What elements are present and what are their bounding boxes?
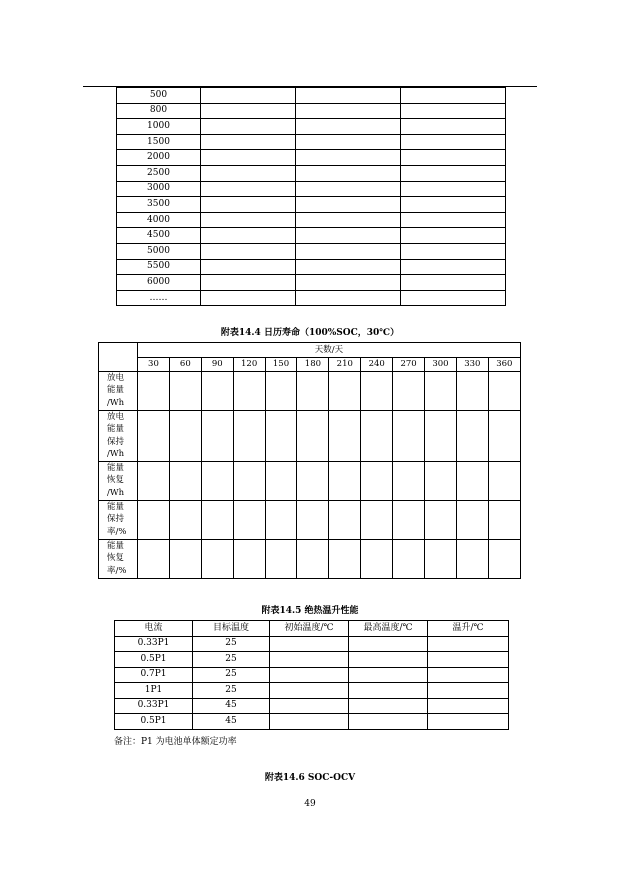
current-cell: 0.5P1 — [115, 652, 193, 668]
empty-cell — [296, 290, 401, 306]
cycle-count-cell: 4000 — [117, 212, 201, 228]
table-row — [115, 714, 509, 730]
column-header: 初始温度/℃ — [270, 621, 349, 637]
empty-cell — [393, 411, 425, 462]
cycle-count-cell: …… — [117, 290, 201, 306]
cycle-row — [117, 212, 506, 228]
empty-cell — [401, 165, 506, 181]
empty-cell — [297, 411, 329, 462]
cycle-row — [117, 259, 506, 275]
cycle-row — [117, 290, 506, 306]
current-cell: 0.5P1 — [115, 714, 193, 730]
empty-cell — [401, 103, 506, 119]
current-cell: 0.33P1 — [115, 698, 193, 714]
empty-cell — [233, 372, 265, 411]
empty-cell — [401, 197, 506, 213]
table-14-5-caption: 附表14.5 绝热温升性能 — [261, 606, 359, 616]
day-header-cell: 240 — [361, 358, 393, 372]
cycle-count-cell: 1500 — [117, 134, 201, 150]
empty-cell — [393, 501, 425, 540]
table-row — [115, 667, 509, 683]
empty-cell — [201, 197, 296, 213]
empty-cell — [329, 540, 361, 579]
cycle-row — [117, 165, 506, 181]
empty-cell — [456, 462, 488, 501]
metric-label-line: 能量 — [107, 463, 125, 473]
metric-label-cell — [99, 540, 138, 579]
empty-cell — [265, 411, 297, 462]
day-header-cell: 360 — [488, 358, 520, 372]
empty-cell — [265, 501, 297, 540]
empty-cell — [138, 411, 170, 462]
empty-cell — [401, 119, 506, 135]
empty-cell — [401, 88, 506, 104]
metric-label-line: 率/% — [107, 526, 127, 537]
table-14-6-caption: 附表14.6 SOC-OCV — [264, 773, 356, 783]
target-temp-cell: 25 — [193, 683, 270, 699]
empty-cell — [201, 103, 296, 119]
day-header-cell: 30 — [138, 358, 170, 372]
empty-cell — [488, 501, 520, 540]
empty-cell — [233, 462, 265, 501]
empty-cell — [393, 372, 425, 411]
empty-cell — [456, 501, 488, 540]
empty-cell — [361, 372, 393, 411]
empty-cell — [393, 540, 425, 579]
cycle-count-cell: 6000 — [117, 275, 201, 291]
day-header-cell: 270 — [393, 358, 425, 372]
metric-label-line: 保持 — [107, 514, 125, 525]
calendar-life-table — [98, 342, 521, 579]
target-temp-cell: 25 — [193, 667, 270, 683]
empty-cell — [296, 212, 401, 228]
empty-cell — [169, 540, 201, 579]
cycle-count-cell: 2000 — [117, 150, 201, 166]
cycle-count-cell: 1000 — [117, 119, 201, 135]
empty-cell — [201, 501, 233, 540]
empty-cell — [296, 243, 401, 259]
empty-cell — [297, 540, 329, 579]
empty-cell — [169, 462, 201, 501]
empty-cell — [270, 714, 349, 730]
empty-cell — [233, 540, 265, 579]
empty-cell — [297, 372, 329, 411]
empty-cell — [349, 636, 428, 652]
empty-cell — [296, 228, 401, 244]
metric-label-line: /Wh — [107, 487, 125, 498]
empty-cell — [138, 501, 170, 540]
cycle-count-cell: 3000 — [117, 181, 201, 197]
empty-cell — [401, 290, 506, 306]
empty-cell — [138, 540, 170, 579]
empty-cell — [329, 411, 361, 462]
current-cell: 0.7P1 — [115, 667, 193, 683]
empty-cell — [233, 411, 265, 462]
empty-cell — [169, 501, 201, 540]
empty-cell — [401, 275, 506, 291]
metric-label-line: 恢复 — [107, 553, 125, 564]
metric-label-cell — [99, 411, 138, 462]
empty-cell — [201, 540, 233, 579]
empty-cell — [296, 134, 401, 150]
cycle-count-cell: 5500 — [117, 259, 201, 275]
cycle-count-cell: 500 — [117, 88, 201, 104]
metric-row — [99, 462, 521, 501]
empty-cell — [428, 698, 509, 714]
cycle-row — [117, 88, 506, 104]
metric-label-line: 放电 — [107, 373, 125, 383]
empty-cell — [265, 372, 297, 411]
empty-cell — [201, 290, 296, 306]
day-header-cell: 90 — [201, 358, 233, 372]
cycle-count-cell: 5000 — [117, 243, 201, 259]
day-header-cell: 330 — [456, 358, 488, 372]
cycle-life-table — [116, 87, 506, 306]
cycle-row — [117, 228, 506, 244]
empty-cell — [270, 652, 349, 668]
empty-cell — [296, 119, 401, 135]
table-row — [115, 698, 509, 714]
empty-cell — [456, 372, 488, 411]
corner-cell — [99, 343, 138, 372]
empty-cell — [169, 411, 201, 462]
target-temp-cell: 25 — [193, 652, 270, 668]
empty-cell — [296, 181, 401, 197]
empty-cell — [361, 411, 393, 462]
empty-cell — [428, 636, 509, 652]
empty-cell — [425, 501, 457, 540]
empty-cell — [138, 372, 170, 411]
cycle-row — [117, 150, 506, 166]
empty-cell — [349, 667, 428, 683]
empty-cell — [361, 501, 393, 540]
empty-cell — [401, 181, 506, 197]
empty-cell — [401, 259, 506, 275]
empty-cell — [270, 667, 349, 683]
metric-label-line: /Wh — [107, 448, 125, 459]
empty-cell — [201, 275, 296, 291]
metric-label-line: 能量 — [107, 424, 125, 435]
cycle-row — [117, 243, 506, 259]
metric-label-line: 能量 — [107, 502, 125, 512]
empty-cell — [270, 683, 349, 699]
empty-cell — [349, 714, 428, 730]
cycle-row — [117, 197, 506, 213]
metric-row — [99, 540, 521, 579]
cycle-count-cell: 4500 — [117, 228, 201, 244]
table-14-4-caption: 附表14.4 日历寿命（100%SOC，30℃） — [220, 328, 400, 338]
cycle-row — [117, 103, 506, 119]
column-header: 目标温度 — [193, 621, 270, 637]
cycle-count-cell: 3500 — [117, 197, 201, 213]
empty-cell — [428, 683, 509, 699]
day-header-cell: 300 — [425, 358, 457, 372]
column-header: 最高温度/℃ — [349, 621, 428, 637]
empty-cell — [425, 372, 457, 411]
empty-cell — [201, 181, 296, 197]
empty-cell — [349, 652, 428, 668]
empty-cell — [401, 150, 506, 166]
empty-cell — [401, 134, 506, 150]
table-note: 备注：P1 为电池单体额定功率 — [114, 737, 237, 747]
cycle-row — [117, 134, 506, 150]
current-cell: 0.33P1 — [115, 636, 193, 652]
empty-cell — [401, 212, 506, 228]
empty-cell — [201, 243, 296, 259]
empty-cell — [201, 411, 233, 462]
day-header-cell: 120 — [233, 358, 265, 372]
empty-cell — [265, 462, 297, 501]
metric-row — [99, 372, 521, 411]
empty-cell — [349, 683, 428, 699]
empty-cell — [201, 462, 233, 501]
empty-cell — [488, 462, 520, 501]
empty-cell — [296, 88, 401, 104]
empty-cell — [296, 103, 401, 119]
empty-cell — [201, 259, 296, 275]
metric-row — [99, 411, 521, 462]
empty-cell — [428, 714, 509, 730]
metric-label-cell — [99, 501, 138, 540]
table-row — [115, 636, 509, 652]
empty-cell — [201, 150, 296, 166]
empty-cell — [296, 165, 401, 181]
empty-cell — [428, 652, 509, 668]
empty-cell — [401, 243, 506, 259]
empty-cell — [349, 698, 428, 714]
empty-cell — [425, 411, 457, 462]
empty-cell — [488, 411, 520, 462]
metric-label-line: 保持 — [107, 436, 125, 447]
empty-cell — [329, 462, 361, 501]
metric-label-cell — [99, 462, 138, 501]
empty-cell — [201, 134, 296, 150]
day-header-cell: 180 — [297, 358, 329, 372]
adiabatic-temp-table — [114, 620, 509, 730]
cycle-row — [117, 181, 506, 197]
day-header-cell: 210 — [329, 358, 361, 372]
empty-cell — [270, 636, 349, 652]
empty-cell — [425, 462, 457, 501]
cycle-row — [117, 119, 506, 135]
column-header: 温升/℃ — [428, 621, 509, 637]
empty-cell — [425, 540, 457, 579]
empty-cell — [296, 150, 401, 166]
metric-label-line: 率/% — [107, 565, 127, 576]
empty-cell — [488, 372, 520, 411]
column-header: 电流 — [115, 621, 193, 637]
cycle-row — [117, 275, 506, 291]
target-temp-cell: 45 — [193, 698, 270, 714]
empty-cell — [296, 197, 401, 213]
target-temp-cell: 45 — [193, 714, 270, 730]
day-header-cell: 60 — [169, 358, 201, 372]
empty-cell — [393, 462, 425, 501]
empty-cell — [456, 540, 488, 579]
empty-cell — [296, 259, 401, 275]
metric-label-line: 能量 — [107, 541, 125, 551]
metric-row — [99, 501, 521, 540]
empty-cell — [201, 228, 296, 244]
empty-cell — [201, 372, 233, 411]
empty-cell — [428, 667, 509, 683]
metric-label-line: 能量 — [107, 385, 125, 396]
metric-label-cell — [99, 372, 138, 411]
empty-cell — [296, 275, 401, 291]
cycle-count-cell: 800 — [117, 103, 201, 119]
metric-label-line: 放电 — [107, 412, 125, 422]
table-row — [115, 683, 509, 699]
metric-label-line: 恢复 — [107, 475, 125, 486]
empty-cell — [329, 501, 361, 540]
empty-cell — [270, 698, 349, 714]
empty-cell — [265, 540, 297, 579]
page-number: 49 — [304, 799, 316, 809]
empty-cell — [201, 212, 296, 228]
current-cell: 1P1 — [115, 683, 193, 699]
empty-cell — [329, 372, 361, 411]
empty-cell — [401, 228, 506, 244]
metric-label-line: /Wh — [107, 397, 125, 408]
empty-cell — [361, 540, 393, 579]
empty-cell — [297, 462, 329, 501]
empty-cell — [169, 372, 201, 411]
table-row — [115, 652, 509, 668]
empty-cell — [233, 501, 265, 540]
empty-cell — [201, 119, 296, 135]
target-temp-cell: 25 — [193, 636, 270, 652]
empty-cell — [138, 462, 170, 501]
days-group-header: 天数/天 — [138, 343, 521, 358]
empty-cell — [456, 411, 488, 462]
empty-cell — [297, 501, 329, 540]
empty-cell — [488, 540, 520, 579]
empty-cell — [201, 165, 296, 181]
empty-cell — [201, 88, 296, 104]
day-header-cell: 150 — [265, 358, 297, 372]
empty-cell — [361, 462, 393, 501]
cycle-count-cell: 2500 — [117, 165, 201, 181]
